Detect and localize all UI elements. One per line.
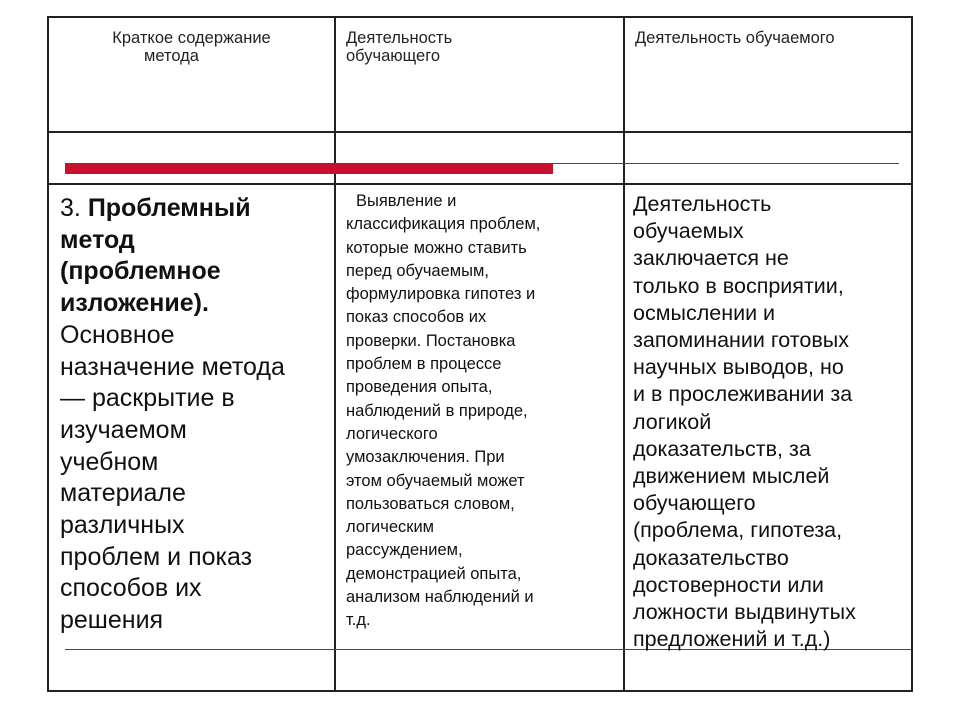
red-accent-line bbox=[553, 163, 899, 164]
teacher-text-line: пользоваться словом, bbox=[346, 494, 515, 513]
method-title-line4 bbox=[60, 288, 332, 320]
teacher-text-line: рассуждением, bbox=[346, 541, 463, 560]
method-text-line: изучаемом bbox=[60, 415, 187, 444]
learner-text-line: обучаемых bbox=[633, 219, 744, 244]
method-text-line: способов их bbox=[60, 574, 202, 603]
teacher-text-line: этом обучаемый может bbox=[346, 471, 525, 490]
teacher-text-line: проверки. Постановка bbox=[346, 331, 516, 350]
teacher-text-line: логического bbox=[346, 424, 438, 443]
teacher-text-line: формулировка гипотез и bbox=[346, 285, 536, 304]
method-title-line1 bbox=[60, 193, 332, 225]
learner-text-line: ложности выдвинутых bbox=[633, 600, 856, 625]
row-divider-1 bbox=[47, 131, 913, 133]
method-title-line3 bbox=[60, 256, 332, 288]
method-text-line: учебном bbox=[60, 447, 159, 476]
table-border-left bbox=[47, 16, 49, 692]
learner-text-line: запоминании готовых bbox=[633, 328, 849, 353]
learner-text-line: и в прослеживании за bbox=[633, 382, 853, 407]
teacher-activity-cell bbox=[346, 190, 621, 633]
teacher-text-line: т.д. bbox=[346, 611, 371, 630]
teacher-text-line: логическим bbox=[346, 518, 435, 537]
teacher-text-line: проведения опыта, bbox=[346, 378, 493, 397]
teacher-text-line: умозаключения. При bbox=[346, 448, 505, 467]
method-text-line: решения bbox=[60, 606, 164, 635]
method-text-line: различных bbox=[60, 511, 185, 540]
method-description-cell bbox=[60, 193, 332, 637]
learner-text-line: научных выводов, но bbox=[633, 355, 844, 380]
method-text-line: проблем и показ bbox=[60, 542, 253, 571]
learner-text-line: достоверности или bbox=[633, 572, 824, 597]
method-title-line2 bbox=[60, 225, 332, 257]
teacher-text-line: которые можно ставить bbox=[346, 238, 527, 257]
method-text-line: материале bbox=[60, 479, 186, 508]
method-title-part4: изложение). bbox=[60, 289, 209, 318]
column-divider-2 bbox=[623, 16, 625, 692]
learner-text-line: движением мыслей bbox=[633, 464, 830, 489]
learner-text-line: доказательство bbox=[633, 545, 789, 570]
learner-text-line: осмыслении и bbox=[633, 300, 776, 325]
method-title-part2: метод bbox=[60, 225, 135, 254]
teacher-text-line: наблюдений в природе, bbox=[346, 401, 528, 420]
method-text-line: — раскрытие в bbox=[60, 384, 235, 413]
header-method-summary-line2: метода bbox=[144, 47, 199, 65]
table-border-bottom bbox=[47, 690, 913, 692]
teacher-text-line: Выявление и bbox=[356, 192, 457, 210]
learner-text-line: логикой bbox=[633, 409, 712, 434]
learner-text-line: только в восприятии, bbox=[633, 273, 844, 298]
teacher-text-line: перед обучаемым, bbox=[346, 261, 489, 280]
learner-text-line: обучающего bbox=[633, 491, 756, 516]
header-learner-activity-line1: Деятельность обучаемого bbox=[635, 29, 835, 47]
learner-text-line: доказательств, за bbox=[633, 436, 811, 461]
header-teacher-activity bbox=[346, 29, 616, 65]
teacher-text-line: демонстрацией опыта, bbox=[346, 564, 522, 583]
method-text-line: назначение метода bbox=[60, 352, 285, 381]
red-accent-bar bbox=[65, 163, 553, 174]
learner-text-line: (проблема, гипотеза, bbox=[633, 518, 843, 543]
method-title-part1: Проблемный bbox=[87, 194, 251, 222]
learner-text-line: Деятельность bbox=[633, 192, 772, 216]
header-method-summary bbox=[49, 29, 334, 65]
header-learner-activity bbox=[635, 29, 910, 47]
teacher-text-line: показ способов их bbox=[346, 308, 487, 327]
method-text-line: Основное bbox=[60, 320, 175, 349]
header-teacher-activity-line2: обучающего bbox=[346, 47, 441, 65]
table-border-top bbox=[47, 16, 913, 18]
learner-text-line: предложений и т.д.) bbox=[633, 627, 831, 652]
method-title-part3: (проблемное bbox=[60, 257, 221, 286]
method-number: 3. bbox=[60, 194, 81, 222]
row-divider-2 bbox=[47, 183, 913, 185]
teacher-text-line: анализом наблюдений и bbox=[346, 588, 534, 607]
learner-activity-cell bbox=[633, 191, 910, 653]
table-border-right bbox=[911, 16, 913, 692]
learner-text-line: заключается не bbox=[633, 246, 789, 271]
teacher-text-line: классификация проблем, bbox=[346, 215, 541, 234]
teacher-text-line: проблем в процессе bbox=[346, 355, 502, 374]
column-divider-1 bbox=[334, 16, 336, 692]
header-method-summary-line1: Краткое содержание bbox=[112, 29, 271, 47]
header-teacher-activity-line1: Деятельность bbox=[346, 29, 453, 47]
